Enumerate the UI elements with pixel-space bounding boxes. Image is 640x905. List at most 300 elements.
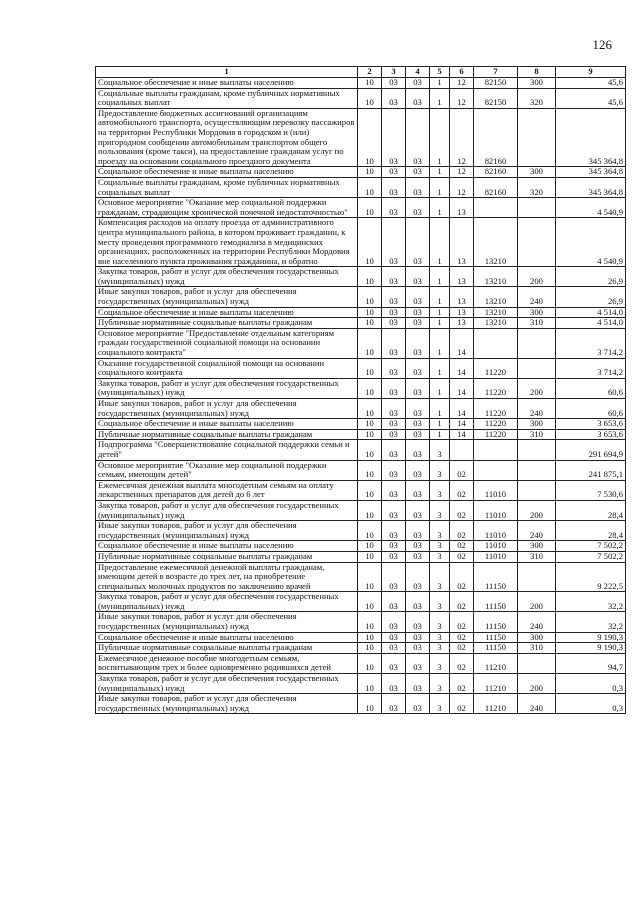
subprogram-code: 3 <box>430 632 450 643</box>
amount: 94,7 <box>556 653 626 673</box>
direction-code: 11220 <box>474 429 518 440</box>
section-code: 10 <box>358 643 382 654</box>
subprogram-code: 3 <box>430 460 450 480</box>
row-description: Публичные нормативные социальные выплаты гражданам <box>96 551 358 562</box>
amount: 9 190,3 <box>556 632 626 643</box>
subprogram-code: 1 <box>430 287 450 307</box>
subsection-code: 03 <box>382 177 406 197</box>
table-row <box>96 653 626 673</box>
subsection-code: 03 <box>382 108 406 167</box>
subsection-code: 03 <box>382 429 406 440</box>
amount: 32,2 <box>556 592 626 612</box>
subprogram-code: 3 <box>430 500 450 520</box>
table-row <box>96 643 626 654</box>
table-row <box>96 88 626 108</box>
section-code: 10 <box>358 287 382 307</box>
direction-code <box>474 440 518 460</box>
direction-code: 11210 <box>474 653 518 673</box>
subprogram-code: 1 <box>430 318 450 329</box>
direction-code: 11150 <box>474 643 518 654</box>
amount: 28,4 <box>556 500 626 520</box>
direction-code: 11010 <box>474 551 518 562</box>
program-code: 03 <box>406 267 430 287</box>
direction-code: 11210 <box>474 674 518 694</box>
measure-code: 13 <box>450 218 474 267</box>
expense-type-code: 200 <box>518 592 556 612</box>
subprogram-code: 3 <box>430 551 450 562</box>
table-row <box>96 287 626 307</box>
subprogram-code: 1 <box>430 177 450 197</box>
direction-code: 13210 <box>474 318 518 329</box>
direction-code: 11150 <box>474 562 518 592</box>
subsection-code: 03 <box>382 358 406 378</box>
expense-type-code: 320 <box>518 88 556 108</box>
subsection-code: 03 <box>382 632 406 643</box>
measure-code: 02 <box>450 521 474 541</box>
expense-type-code <box>518 328 556 358</box>
section-code: 10 <box>358 78 382 89</box>
row-description: Ежемесячная денежная выплата многодетным семьям на оплату лекарственных препаратов для детей до 6 лет <box>96 480 358 500</box>
expense-type-code: 200 <box>518 500 556 520</box>
amount: 60,6 <box>556 378 626 398</box>
expense-type-code <box>518 653 556 673</box>
expense-type-code: 320 <box>518 177 556 197</box>
subprogram-code: 1 <box>430 429 450 440</box>
direction-code <box>474 328 518 358</box>
expense-type-code: 300 <box>518 419 556 430</box>
subsection-code: 03 <box>382 643 406 654</box>
section-code: 10 <box>358 562 382 592</box>
subsection-code: 03 <box>382 521 406 541</box>
subsection-code: 03 <box>382 592 406 612</box>
measure-code: 14 <box>450 328 474 358</box>
amount: 291 694,9 <box>556 440 626 460</box>
section-code: 10 <box>358 108 382 167</box>
subsection-code: 03 <box>382 318 406 329</box>
expense-type-code: 240 <box>518 399 556 419</box>
subsection-code: 03 <box>382 419 406 430</box>
table-row <box>96 78 626 89</box>
subsection-code: 03 <box>382 551 406 562</box>
direction-code: 11010 <box>474 500 518 520</box>
row-description: Компенсация расходов на оплату проезда от административного центра муниципального района, в котором проживает гражданин, к месту проведения программного гемодиализа в медицинских организациях, расположенных на территории Республики Мордовия вне населенного пункта проживания гражданина, и обратно <box>96 218 358 267</box>
row-description: Оказание государственной социальной помощи на основании социального контракта <box>96 358 358 378</box>
expense-type-code: 240 <box>518 694 556 714</box>
expense-type-code <box>518 562 556 592</box>
section-code: 10 <box>358 378 382 398</box>
expense-type-code <box>518 440 556 460</box>
expense-type-code <box>518 460 556 480</box>
expense-type-code: 240 <box>518 612 556 632</box>
program-code: 03 <box>406 592 430 612</box>
direction-code: 11220 <box>474 358 518 378</box>
direction-code: 11210 <box>474 694 518 714</box>
measure-code: 02 <box>450 632 474 643</box>
section-code: 10 <box>358 632 382 643</box>
direction-code: 11150 <box>474 632 518 643</box>
section-code: 10 <box>358 592 382 612</box>
section-code: 10 <box>358 480 382 500</box>
expense-type-code: 200 <box>518 674 556 694</box>
subprogram-code: 1 <box>430 399 450 419</box>
measure-code: 12 <box>450 167 474 178</box>
section-code: 10 <box>358 399 382 419</box>
amount: 241 875,1 <box>556 460 626 480</box>
direction-code: 11150 <box>474 592 518 612</box>
program-code: 03 <box>406 419 430 430</box>
subsection-code: 03 <box>382 88 406 108</box>
section-code: 10 <box>358 307 382 318</box>
section-code: 10 <box>358 167 382 178</box>
subprogram-code: 1 <box>430 78 450 89</box>
column-header: 2 <box>358 67 382 78</box>
measure-code: 14 <box>450 419 474 430</box>
table-row <box>96 562 626 592</box>
amount: 345 364,8 <box>556 167 626 178</box>
subsection-code: 03 <box>382 267 406 287</box>
measure-code: 12 <box>450 108 474 167</box>
expense-type-code: 310 <box>518 429 556 440</box>
measure-code: 02 <box>450 592 474 612</box>
expense-type-code <box>518 358 556 378</box>
budget-table-container <box>95 66 625 714</box>
amount: 4 514,0 <box>556 318 626 329</box>
column-header: 7 <box>474 67 518 78</box>
direction-code: 11010 <box>474 480 518 500</box>
subsection-code: 03 <box>382 287 406 307</box>
amount: 60,6 <box>556 399 626 419</box>
expense-type-code <box>518 480 556 500</box>
row-description: Подпрограмма "Совершенствование социальной поддержки семьи и детей" <box>96 440 358 460</box>
program-code: 03 <box>406 612 430 632</box>
expense-type-code: 240 <box>518 521 556 541</box>
expense-type-code <box>518 108 556 167</box>
subsection-code: 03 <box>382 328 406 358</box>
subprogram-code: 3 <box>430 541 450 552</box>
section-code: 10 <box>358 653 382 673</box>
measure-code: 02 <box>450 460 474 480</box>
table-row <box>96 674 626 694</box>
section-code: 10 <box>358 318 382 329</box>
measure-code: 02 <box>450 480 474 500</box>
subsection-code: 03 <box>382 307 406 318</box>
amount: 3 714,2 <box>556 328 626 358</box>
measure-code: 13 <box>450 198 474 218</box>
subprogram-code: 3 <box>430 480 450 500</box>
expense-type-code: 310 <box>518 643 556 654</box>
program-code: 03 <box>406 643 430 654</box>
column-header: 4 <box>406 67 430 78</box>
program-code: 03 <box>406 674 430 694</box>
amount: 345 364,8 <box>556 177 626 197</box>
program-code: 03 <box>406 541 430 552</box>
direction-code: 11220 <box>474 419 518 430</box>
table-row <box>96 500 626 520</box>
program-code: 03 <box>406 88 430 108</box>
direction-code: 11150 <box>474 612 518 632</box>
program-code: 03 <box>406 521 430 541</box>
section-code: 10 <box>358 521 382 541</box>
section-code: 10 <box>358 440 382 460</box>
direction-code <box>474 460 518 480</box>
measure-code: 14 <box>450 358 474 378</box>
subprogram-code: 3 <box>430 521 450 541</box>
section-code: 10 <box>358 551 382 562</box>
row-description: Иные закупки товаров, работ и услуг для обеспечения государственных (муниципальных) нужд <box>96 694 358 714</box>
row-description: Основное мероприятие "Предоставление отдельным категориям граждан государственной социальной помощи на основании социального контракта" <box>96 328 358 358</box>
table-row <box>96 429 626 440</box>
program-code: 03 <box>406 108 430 167</box>
column-header: 1 <box>96 67 358 78</box>
program-code: 03 <box>406 429 430 440</box>
column-header: 3 <box>382 67 406 78</box>
direction-code: 82160 <box>474 167 518 178</box>
table-row <box>96 694 626 714</box>
row-description: Предоставление бюджетных ассигнований организациям автомобильного транспорта, осуществляющим перевозку пассажиров на территории Республики Мордовия в городском и (или) пригородном сообщении автомобильным транспортом общего пользования (кроме такси), на предоставление гражданам услуг по проезду на основании социального проездного документа <box>96 108 358 167</box>
row-description: Закупка товаров, работ и услуг для обеспечения государственных (муниципальных) нужд <box>96 592 358 612</box>
measure-code: 13 <box>450 307 474 318</box>
table-row <box>96 177 626 197</box>
table-row <box>96 307 626 318</box>
subprogram-code: 1 <box>430 88 450 108</box>
direction-code: 13210 <box>474 218 518 267</box>
program-code: 03 <box>406 198 430 218</box>
subsection-code: 03 <box>382 167 406 178</box>
direction-code: 82160 <box>474 177 518 197</box>
amount: 4 514,0 <box>556 307 626 318</box>
expense-type-code <box>518 218 556 267</box>
table-row <box>96 378 626 398</box>
section-code: 10 <box>358 674 382 694</box>
measure-code: 02 <box>450 541 474 552</box>
subprogram-code: 1 <box>430 358 450 378</box>
subprogram-code: 1 <box>430 167 450 178</box>
amount: 7 502,2 <box>556 541 626 552</box>
column-header: 8 <box>518 67 556 78</box>
amount: 4 540,9 <box>556 218 626 267</box>
subprogram-code: 1 <box>430 328 450 358</box>
table-row <box>96 592 626 612</box>
row-description: Социальное обеспечение и иные выплаты населению <box>96 632 358 643</box>
row-description: Иные закупки товаров, работ и услуг для обеспечения государственных (муниципальных) нужд <box>96 612 358 632</box>
measure-code: 02 <box>450 694 474 714</box>
subprogram-code: 3 <box>430 694 450 714</box>
direction-code: 13210 <box>474 267 518 287</box>
direction-code: 82160 <box>474 108 518 167</box>
row-description: Социальное обеспечение и иные выплаты населению <box>96 541 358 552</box>
subsection-code: 03 <box>382 480 406 500</box>
row-description: Иные закупки товаров, работ и услуг для обеспечения государственных (муниципальных) нужд <box>96 287 358 307</box>
amount: 26,9 <box>556 287 626 307</box>
table-row <box>96 267 626 287</box>
measure-code: 12 <box>450 78 474 89</box>
amount: 345 364,8 <box>556 108 626 167</box>
column-header: 6 <box>450 67 474 78</box>
section-code: 10 <box>358 500 382 520</box>
expense-type-code: 300 <box>518 541 556 552</box>
measure-code: 02 <box>450 562 474 592</box>
section-code: 10 <box>358 612 382 632</box>
measure-code: 02 <box>450 674 474 694</box>
section-code: 10 <box>358 460 382 480</box>
measure-code: 02 <box>450 612 474 632</box>
table-row <box>96 460 626 480</box>
expense-type-code: 310 <box>518 551 556 562</box>
row-description: Ежемесячное денежное пособие многодетным семьям, воспитывающим трех и более одновременно родившихся детей <box>96 653 358 673</box>
subprogram-code: 1 <box>430 218 450 267</box>
amount: 7 530,6 <box>556 480 626 500</box>
amount: 9 190,3 <box>556 643 626 654</box>
expense-type-code: 310 <box>518 318 556 329</box>
budget-table <box>95 66 626 714</box>
row-description: Социальные выплаты гражданам, кроме публичных нормативных социальных выплат <box>96 177 358 197</box>
table-row <box>96 218 626 267</box>
subprogram-code: 3 <box>430 643 450 654</box>
measure-code: 12 <box>450 88 474 108</box>
row-description: Закупка товаров, работ и услуг для обеспечения государственных (муниципальных) нужд <box>96 378 358 398</box>
row-description: Социальные выплаты гражданам, кроме публичных нормативных социальных выплат <box>96 88 358 108</box>
measure-code: 13 <box>450 318 474 329</box>
subsection-code: 03 <box>382 541 406 552</box>
subsection-code: 03 <box>382 378 406 398</box>
program-code: 03 <box>406 632 430 643</box>
measure-code: 02 <box>450 551 474 562</box>
measure-code: 14 <box>450 399 474 419</box>
amount: 26,9 <box>556 267 626 287</box>
direction-code: 11010 <box>474 541 518 552</box>
direction-code <box>474 198 518 218</box>
section-code: 10 <box>358 267 382 287</box>
measure-code: 14 <box>450 378 474 398</box>
subprogram-code: 1 <box>430 419 450 430</box>
expense-type-code: 300 <box>518 78 556 89</box>
amount: 7 502,2 <box>556 551 626 562</box>
column-header: 9 <box>556 67 626 78</box>
table-row <box>96 358 626 378</box>
subsection-code: 03 <box>382 674 406 694</box>
measure-code: 13 <box>450 267 474 287</box>
table-row <box>96 541 626 552</box>
subsection-code: 03 <box>382 460 406 480</box>
row-description: Закупка товаров, работ и услуг для обеспечения государственных (муниципальных) нужд <box>96 267 358 287</box>
row-description: Социальное обеспечение и иные выплаты населению <box>96 78 358 89</box>
program-code: 03 <box>406 167 430 178</box>
direction-code: 11220 <box>474 399 518 419</box>
amount: 28,4 <box>556 521 626 541</box>
row-description: Основное мероприятие "Оказание мер социальной поддержки гражданам, страдающим хронической почечной недостаточностью" <box>96 198 358 218</box>
amount: 3 714,2 <box>556 358 626 378</box>
direction-code: 13210 <box>474 307 518 318</box>
program-code: 03 <box>406 307 430 318</box>
row-description: Социальное обеспечение и иные выплаты населению <box>96 167 358 178</box>
subsection-code: 03 <box>382 612 406 632</box>
subsection-code: 03 <box>382 399 406 419</box>
amount: 45,6 <box>556 78 626 89</box>
table-row <box>96 521 626 541</box>
subprogram-code: 1 <box>430 108 450 167</box>
row-description: Социальное обеспечение и иные выплаты населению <box>96 307 358 318</box>
subprogram-code: 1 <box>430 307 450 318</box>
program-code: 03 <box>406 78 430 89</box>
direction-code: 82150 <box>474 78 518 89</box>
expense-type-code: 200 <box>518 267 556 287</box>
table-row <box>96 551 626 562</box>
row-description: Основное мероприятие "Оказание мер социальной поддержки семьям, имеющим детей" <box>96 460 358 480</box>
amount: 32,2 <box>556 612 626 632</box>
subsection-code: 03 <box>382 440 406 460</box>
amount: 4 540,9 <box>556 198 626 218</box>
measure-code: 13 <box>450 287 474 307</box>
section-code: 10 <box>358 177 382 197</box>
expense-type-code: 200 <box>518 378 556 398</box>
subsection-code: 03 <box>382 218 406 267</box>
row-description: Иные закупки товаров, работ и услуг для обеспечения государственных (муниципальных) нужд <box>96 399 358 419</box>
section-code: 10 <box>358 419 382 430</box>
table-body <box>96 78 626 714</box>
program-code: 03 <box>406 328 430 358</box>
expense-type-code: 300 <box>518 632 556 643</box>
amount: 3 653,6 <box>556 419 626 430</box>
subprogram-code: 1 <box>430 267 450 287</box>
amount: 9 222,5 <box>556 562 626 592</box>
program-code: 03 <box>406 378 430 398</box>
program-code: 03 <box>406 177 430 197</box>
table-row <box>96 328 626 358</box>
subprogram-code: 3 <box>430 653 450 673</box>
page-number: 126 <box>592 37 612 52</box>
table-row <box>96 440 626 460</box>
section-code: 10 <box>358 358 382 378</box>
row-description: Закупка товаров, работ и услуг для обеспечения государственных (муниципальных) нужд <box>96 500 358 520</box>
table-row <box>96 612 626 632</box>
measure-code <box>450 440 474 460</box>
subprogram-code: 3 <box>430 440 450 460</box>
subsection-code: 03 <box>382 562 406 592</box>
section-code: 10 <box>358 198 382 218</box>
row-description: Публичные нормативные социальные выплаты гражданам <box>96 318 358 329</box>
section-code: 10 <box>358 541 382 552</box>
row-description: Закупка товаров, работ и услуг для обеспечения государственных (муниципальных) нужд <box>96 674 358 694</box>
program-code: 03 <box>406 358 430 378</box>
measure-code: 12 <box>450 177 474 197</box>
row-description: Социальное обеспечение и иные выплаты населению <box>96 419 358 430</box>
program-code: 03 <box>406 460 430 480</box>
subprogram-code: 3 <box>430 592 450 612</box>
measure-code: 14 <box>450 429 474 440</box>
program-code: 03 <box>406 480 430 500</box>
expense-type-code: 300 <box>518 307 556 318</box>
row-description: Публичные нормативные социальные выплаты гражданам <box>96 429 358 440</box>
amount: 3 653,6 <box>556 429 626 440</box>
table-row <box>96 108 626 167</box>
subprogram-code: 1 <box>430 198 450 218</box>
row-description: Иные закупки товаров, работ и услуг для обеспечения государственных (муниципальных) нужд <box>96 521 358 541</box>
row-description: Предоставление ежемесячной денежной выплаты гражданам, имеющим детей в возрасте до трех лет, на приобретение специальных молочных продуктов по заключению врачей <box>96 562 358 592</box>
subprogram-code: 3 <box>430 674 450 694</box>
section-code: 10 <box>358 218 382 267</box>
amount: 0,3 <box>556 674 626 694</box>
table-row <box>96 419 626 430</box>
measure-code: 02 <box>450 643 474 654</box>
subsection-code: 03 <box>382 78 406 89</box>
row-description: Публичные нормативные социальные выплаты гражданам <box>96 643 358 654</box>
program-code: 03 <box>406 562 430 592</box>
subsection-code: 03 <box>382 198 406 218</box>
table-row <box>96 480 626 500</box>
expense-type-code: 300 <box>518 167 556 178</box>
amount: 45,6 <box>556 88 626 108</box>
subprogram-code: 3 <box>430 562 450 592</box>
